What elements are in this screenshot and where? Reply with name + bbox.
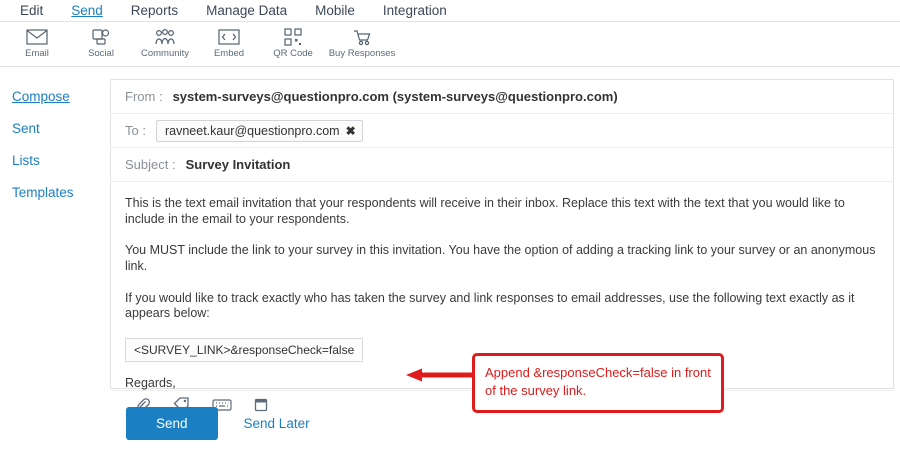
sidebar-item-sent[interactable]: Sent	[12, 121, 40, 136]
toolbar-button-social[interactable]	[72, 25, 130, 59]
toolbar-label-qr-code: QR Code	[273, 48, 313, 59]
toolbar-label-community: Community	[140, 48, 190, 59]
topnav-item-reports[interactable]: Reports	[130, 2, 179, 18]
send-later-link[interactable]: Send Later	[243, 416, 310, 431]
recipient-chip[interactable]	[156, 120, 363, 142]
topnav-item-mobile[interactable]: Mobile	[315, 2, 355, 18]
send-button[interactable]: Send	[126, 407, 218, 440]
recipient-chip-label: ravneet.kaur@questionpro.com	[164, 123, 340, 138]
annotation-arrow	[406, 367, 478, 383]
subject-row[interactable]	[111, 148, 893, 182]
email-compose-card	[110, 79, 894, 389]
body-paragraph-2: You MUST include the link to your survey in this invitation. You have the option of adding a tracking link to your survey or an anonymous link.	[125, 243, 876, 273]
to-label: To :	[125, 123, 146, 138]
topnav-item-send[interactable]: Send	[71, 2, 103, 18]
toolbar-button-qr-code[interactable]	[264, 25, 322, 59]
topnav-item-manage-data[interactable]: Manage Data	[206, 2, 288, 18]
topnav-item-edit[interactable]: Edit	[20, 2, 44, 18]
send-toolbar	[0, 22, 900, 67]
community-people-icon	[154, 27, 176, 47]
page-content	[0, 67, 900, 449]
toolbar-label-embed: Embed	[213, 48, 245, 59]
envelope-icon	[26, 27, 48, 47]
topnav-item-integration[interactable]: Integration	[382, 2, 447, 18]
survey-link-token[interactable]: <SURVEY_LINK>&responseCheck=false	[125, 338, 363, 362]
toolbar-button-buy-responses[interactable]	[328, 25, 396, 59]
toolbar-button-email[interactable]	[8, 25, 66, 59]
preview-window-icon[interactable]	[254, 398, 268, 412]
close-icon[interactable]: ✖	[345, 123, 356, 138]
qr-code-icon	[284, 27, 302, 47]
email-signature: Regards,	[125, 375, 176, 390]
toolbar-label-social: Social	[88, 48, 114, 59]
subject-label: Subject :	[125, 157, 176, 172]
top-navigation-bar	[0, 0, 900, 22]
sidebar-item-compose[interactable]: Compose	[12, 89, 70, 104]
embed-code-icon	[218, 27, 240, 47]
to-row[interactable]	[111, 114, 893, 148]
toolbar-label-email: Email	[25, 48, 49, 59]
subject-value[interactable]: Survey Invitation	[185, 157, 291, 172]
compose-sidebar	[0, 67, 100, 449]
sidebar-item-lists[interactable]: Lists	[12, 153, 40, 168]
social-share-icon	[91, 27, 111, 47]
from-row	[111, 80, 893, 114]
body-paragraph-1: This is the text email invitation that your respondents will receive in their inbox. Replace this text with the text that you would like to include in the email to your respondents.	[125, 196, 845, 226]
toolbar-button-community[interactable]	[136, 25, 194, 59]
toolbar-label-buy-responses: Buy Responses	[328, 48, 396, 59]
from-label: From :	[125, 89, 163, 104]
sidebar-item-templates[interactable]: Templates	[12, 185, 74, 200]
body-paragraph-3: If you would like to track exactly who has taken the survey and link responses to email addresses, use the following text exactly as it appears below:	[125, 290, 855, 321]
compose-main	[100, 67, 900, 449]
toolbar-button-embed[interactable]	[200, 25, 258, 59]
from-value: system-surveys@questionpro.com (system-surveys@questionpro.com)	[172, 89, 618, 104]
annotation-callout: Append &responseCheck=false in front of the survey link.	[472, 353, 724, 413]
buy-responses-icon	[352, 27, 372, 47]
